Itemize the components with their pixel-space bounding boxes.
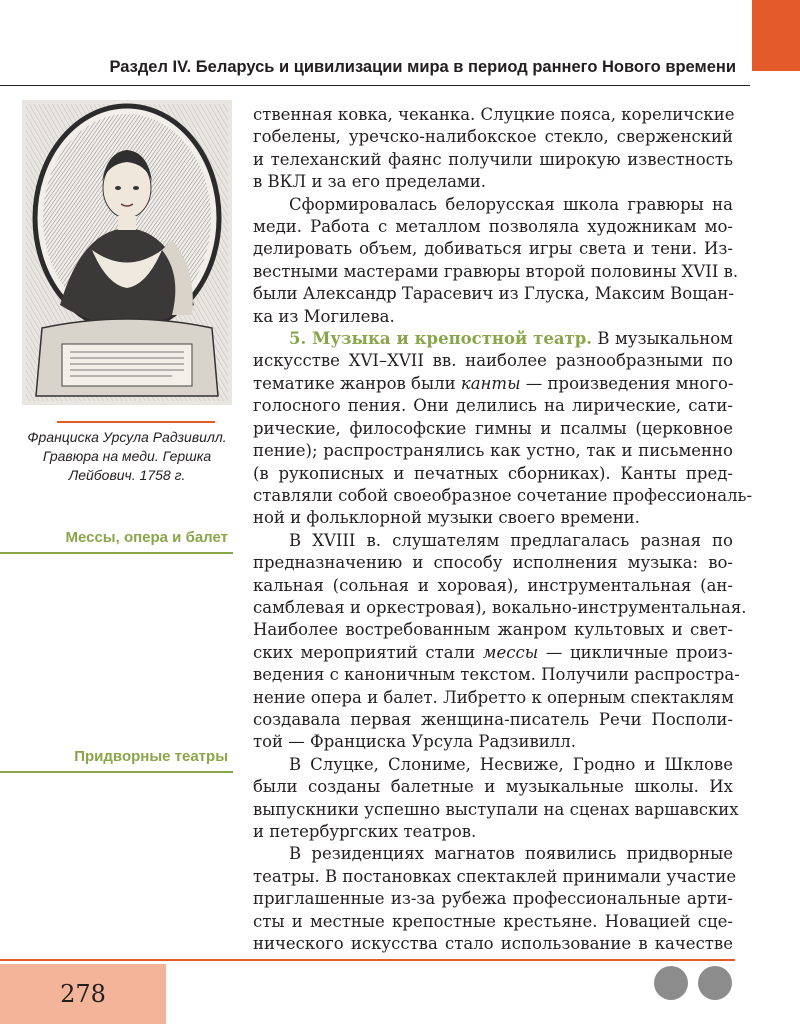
text-fragment: В музыкальном: [592, 329, 733, 349]
text-line: приглашенные из-за рубежа профессиональные арти-: [253, 889, 733, 909]
section-header-title: Раздел IV. Беларусь и цивилизации мира в период раннего Нового времени: [109, 58, 736, 76]
section-title-line: [253, 328, 733, 350]
text-line: В XVIII в. слушателям предлагалась разная по: [289, 530, 733, 550]
text-fragment: ских мероприятий стали: [253, 642, 483, 662]
text-line: меди. Работа с металлом позволяла художникам мо-: [253, 217, 733, 237]
text-line: театры. В постановках спектаклей принимали участие: [253, 866, 737, 886]
text-line: [253, 373, 733, 395]
caption-line-2: Гравюра на меди. Гершка: [42, 448, 212, 464]
text-line: в ВКЛ и за его пределами.: [253, 172, 486, 192]
header-divider: [0, 85, 750, 86]
side-heading-rule: [0, 552, 233, 554]
term-messy: мессы: [482, 642, 539, 662]
text-fragment: — произведения много-: [520, 373, 734, 393]
text-line: (в рукописных и печатных сборниках). Канты пред-: [253, 463, 733, 483]
main-text: [253, 104, 753, 955]
footer-divider: [0, 959, 735, 961]
text-line: были Александр Тарасевич из Глуска, Максим Вощан-: [253, 284, 734, 304]
caption-line-3: Лейбович. 1758 г.: [68, 467, 186, 483]
text-line: В Слуцке, Слониме, Несвиже, Гродно и Шклове: [289, 754, 733, 774]
text-line: нического искусства стало использование в качестве: [253, 934, 733, 954]
section-title: 5. Музыка и крепостной театр.: [289, 329, 593, 349]
side-heading-court-theatres: Придворные театры: [74, 748, 228, 765]
text-line: ной и фольклорной музыки своего времени.: [253, 508, 640, 528]
decorative-dot-icon: [654, 966, 688, 1000]
text-line: были созданы балетные и музыкальные школы. Их: [253, 777, 733, 797]
text-line: сты и местные крепостные крестьяне. Новацией сце-: [253, 911, 733, 931]
term-kanty: канты: [460, 373, 521, 393]
text-line: гобелены, уречско-налибокское стекло, сверженский: [253, 127, 733, 147]
caption-divider: [57, 421, 215, 423]
text-line: ведения с каноничным текстом. Получили распростра-: [253, 665, 740, 685]
page-number-box: [0, 964, 166, 1024]
side-heading-masses: Мессы, опера и балет: [65, 529, 228, 546]
text-line: ставляли собой своеобразное сочетание профессиональ-: [253, 485, 753, 505]
text-line: кальная (сольная и хоровая), инструментальная (ан-: [253, 575, 733, 595]
text-line: той — Франциска Урсула Радзивилл.: [253, 732, 576, 752]
text-fragment: тематике жанров были: [253, 373, 461, 393]
text-line: [253, 642, 733, 664]
text-line: В резиденциях магнатов появились придворные: [289, 844, 733, 864]
text-line: ственная ковка, чеканка. Слуцкие пояса, кореличские: [253, 105, 735, 124]
caption-line-1: Франциска Урсула Радзивилл.: [27, 429, 227, 445]
text-line: голосного пения. Они делились на лирические, сати-: [253, 396, 733, 416]
text-line: вестными мастерами гравюры второй половины XVII в.: [253, 261, 739, 281]
figure-caption: [20, 428, 234, 485]
text-line: предназначению и способу исполнения музыка: во-: [253, 553, 733, 573]
text-line: нение опера и балет. Либретто к оперным спектаклям: [253, 687, 734, 707]
text-fragment: — цикличные произ-: [538, 642, 733, 662]
text-line: создавала первая женщина-писатель Речи Посполи-: [253, 709, 733, 729]
side-heading-rule: [0, 771, 233, 773]
text-line: пение); распространялись как устно, так и письменно: [253, 441, 733, 461]
page-number: 278: [60, 980, 106, 1008]
text-line: и телеханский фаянс получили широкую известность: [253, 149, 733, 169]
header-color-tab: [752, 0, 800, 71]
engraved-portrait-image: [22, 100, 232, 405]
text-line: Наиболее востребованным жанром культовых и свет-: [253, 620, 733, 640]
text-line: выпускники успешно выступали на сценах варшавских: [253, 799, 739, 819]
text-line: делировать объем, добиваться игры света и тени. Из-: [253, 239, 733, 259]
text-line: и петербургских театров.: [253, 822, 477, 841]
text-line: Сформировалась белорусская школа гравюры на: [289, 194, 733, 214]
text-line: искусстве XVI–XVII вв. наиболее разнообразными по: [253, 351, 733, 371]
decorative-dot-icon: [698, 966, 732, 1000]
text-line: самблевая и оркестровая), вокально-инструментальная.: [253, 597, 747, 617]
text-line: ка из Могилева.: [253, 306, 395, 326]
text-line: рические, философские гимны и псалмы (церковное: [253, 418, 733, 438]
